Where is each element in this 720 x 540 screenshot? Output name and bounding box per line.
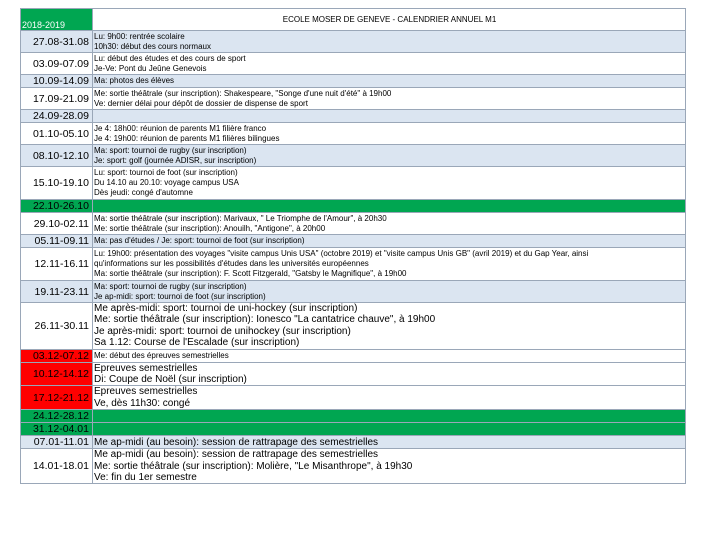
- event-line: Ve, dès 11h30: congé: [94, 397, 191, 409]
- event-line: Ma: sport: tournoi de rugby (sur inscription): [94, 145, 247, 155]
- school-year: 2018-2019: [21, 9, 93, 31]
- week-row: [21, 31, 686, 53]
- event-line: 10h30: début des cours normaux: [94, 41, 211, 51]
- event-line: Dès jeudi: congé d'automne: [94, 188, 193, 197]
- page-title: ECOLE MOSER DE GENEVE - CALENDRIER ANNUEL M1: [93, 9, 686, 31]
- event-line: Me ap-midi (au besoin): session de rattrapage des semestrielles: [94, 449, 379, 461]
- week-dates: 10.12-14.12: [21, 362, 93, 386]
- week-events: [93, 423, 686, 436]
- week-row: [21, 436, 686, 449]
- week-dates: 22.10-26.10: [21, 200, 93, 213]
- event-line: Lu: 9h00: rentrée scolaire: [94, 31, 185, 41]
- week-events: [93, 213, 686, 235]
- week-events: [93, 248, 686, 281]
- week-row: [21, 449, 686, 484]
- event-line: Je 4: 18h00: réunion de parents M1 filière franco: [94, 123, 267, 133]
- event-line: Je: sport: golf (journée ADISR, sur inscription): [94, 155, 257, 165]
- week-row: [21, 349, 686, 362]
- week-dates: 17.09-21.09: [21, 88, 93, 110]
- week-dates: 03.12-07.12: [21, 349, 93, 362]
- event-line: Ma: sortie théâtrale (sur inscription): F. Scott Fitzgerald, "Gatsby le Magnifique", à 19h00: [94, 269, 407, 278]
- event-line: Me: sortie théâtrale (sur inscription): Ionesco "La cantatrice chauve", à 19h00: [94, 314, 436, 326]
- week-events: [93, 362, 686, 386]
- event-line: Me: sortie théâtrale (sur inscription): Anouilh, "Antigone", à 20h00: [94, 223, 326, 233]
- week-row: [21, 303, 686, 350]
- week-events: [93, 235, 686, 248]
- event-line: Ma: sortie théâtrale (sur inscription): Marivaux, " Le Triomphe de l'Amour", à 20h30: [94, 213, 387, 223]
- week-dates: 24.12-28.12: [21, 410, 93, 423]
- event-line: Ma: photos des élèves: [94, 76, 175, 85]
- week-events: [93, 53, 686, 75]
- week-row: [21, 75, 686, 88]
- week-events: [93, 31, 686, 53]
- week-events: [93, 410, 686, 423]
- calendar-sheet: [20, 8, 686, 484]
- week-row: [21, 423, 686, 436]
- week-events: [93, 349, 686, 362]
- week-row: [21, 362, 686, 386]
- event-line: Ma: pas d'études / Je: sport: tournoi de foot (sur inscription): [94, 236, 305, 245]
- week-dates: 24.09-28.09: [21, 110, 93, 123]
- event-line: Epreuves semestrielles: [94, 362, 198, 374]
- week-dates: 03.09-07.09: [21, 53, 93, 75]
- week-dates: 01.10-05.10: [21, 123, 93, 145]
- week-row: [21, 386, 686, 410]
- week-events: [93, 303, 686, 350]
- week-row: [21, 53, 686, 75]
- week-dates: 05.11-09.11: [21, 235, 93, 248]
- week-events: [93, 145, 686, 167]
- event-line: Me ap-midi (au besoin): session de rattrapage des semestrielles: [94, 436, 379, 448]
- week-dates: 15.10-19.10: [21, 167, 93, 200]
- event-line: qu'informations sur les possibilités d'études dans les universités européennes: [94, 259, 369, 268]
- event-line: Me: sortie théâtrale (sur inscription): Molière, "Le Misanthrope", à 19h30: [94, 460, 413, 472]
- week-dates: 10.09-14.09: [21, 75, 93, 88]
- event-line: Di: Coupe de Noël (sur inscription): [94, 374, 247, 386]
- header-row: [21, 9, 686, 31]
- event-line: Je-Ve: Pont du Jeûne Genevois: [94, 63, 207, 73]
- week-dates: 14.01-18.01: [21, 449, 93, 484]
- event-line: Ma: sport: tournoi de rugby (sur inscription): [94, 281, 247, 291]
- event-line: Ve: dernier délai pour dépôt de dossier de dispense de sport: [94, 98, 308, 108]
- event-line: Ve: fin du 1er semestre: [94, 472, 197, 484]
- week-dates: 29.10-02.11: [21, 213, 93, 235]
- event-line: Sa 1.12: Course de l'Escalade (sur inscription): [94, 337, 300, 349]
- event-line: Du 14.10 au 20.10: voyage campus USA: [94, 178, 239, 187]
- week-row: [21, 167, 686, 200]
- week-events: [93, 75, 686, 88]
- week-events: [93, 167, 686, 200]
- week-events: [93, 123, 686, 145]
- event-line: Lu: début des études et des cours de sport: [94, 53, 246, 63]
- week-dates: 08.10-12.10: [21, 145, 93, 167]
- week-row: [21, 200, 686, 213]
- event-line: Epreuves semestrielles: [94, 386, 198, 398]
- week-dates: 19.11-23.11: [21, 281, 93, 303]
- event-line: Me après-midi: sport: tournoi de uni-hockey (sur inscription): [94, 303, 358, 314]
- week-events: [93, 281, 686, 303]
- week-dates: 27.08-31.08: [21, 31, 93, 53]
- event-line: Je après-midi: sport: tournoi de unihockey (sur inscription): [94, 325, 351, 337]
- event-line: Lu: 19h00: présentation des voyages "visite campus Unis USA" (octobre 2019) et "visite campus Unis GB" (avril 2019) et du Gap Year, ainsi: [94, 249, 589, 258]
- week-row: [21, 123, 686, 145]
- week-row: [21, 410, 686, 423]
- week-dates: 12.11-16.11: [21, 248, 93, 281]
- week-events: [93, 88, 686, 110]
- week-row: [21, 281, 686, 303]
- event-line: Me: début des épreuves semestrielles: [94, 350, 229, 360]
- week-row: [21, 110, 686, 123]
- week-row: [21, 88, 686, 110]
- event-line: Je ap-midi: sport: tournoi de foot (sur inscription): [94, 291, 266, 301]
- calendar-body: [21, 9, 686, 484]
- week-events: [93, 386, 686, 410]
- week-events: [93, 110, 686, 123]
- week-dates: 26.11-30.11: [21, 303, 93, 350]
- event-line: Me: sortie théâtrale (sur inscription): Shakespeare, "Songe d'une nuit d'été" à 19h00: [94, 88, 392, 98]
- event-line: Je 4: 19h00: réunion de parents M1 filières bilingues: [94, 133, 280, 143]
- event-line: Lu: sport: tournoi de foot (sur inscription): [94, 168, 238, 177]
- week-dates: 31.12-04.01: [21, 423, 93, 436]
- week-events: [93, 436, 686, 449]
- week-row: [21, 235, 686, 248]
- week-dates: 17.12-21.12: [21, 386, 93, 410]
- week-row: [21, 145, 686, 167]
- week-events: [93, 200, 686, 213]
- week-events: [93, 449, 686, 484]
- week-dates: 07.01-11.01: [21, 436, 93, 449]
- week-row: [21, 248, 686, 281]
- week-row: [21, 213, 686, 235]
